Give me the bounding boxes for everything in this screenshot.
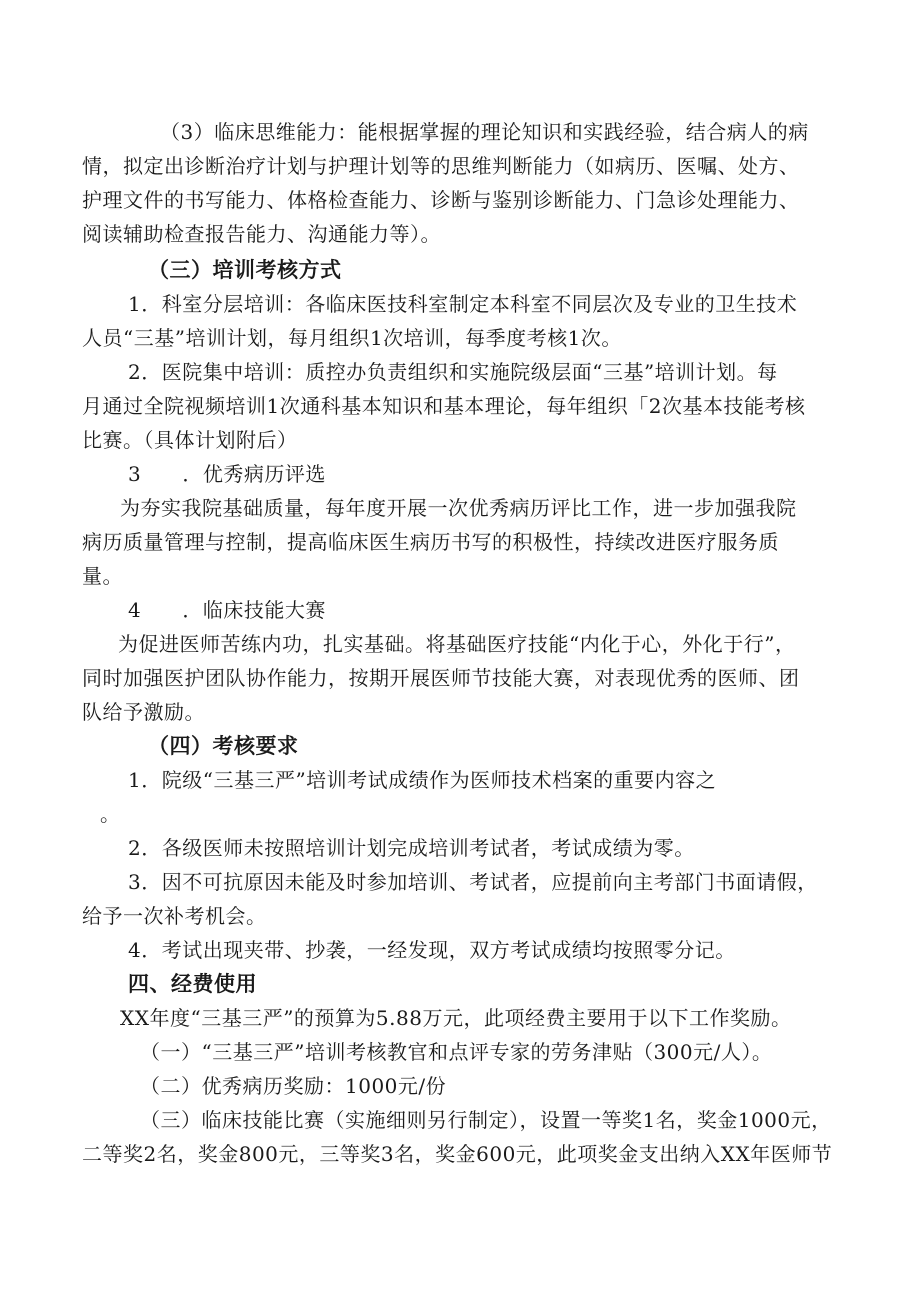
paragraph-line: 为夯实我院基础质量，每年度开展一次优秀病历评比工作，进一步加强我院 <box>120 496 797 520</box>
subheading-line: 4 ．临床技能大赛 <box>128 598 326 622</box>
paragraph-line: （二）优秀病历奖励：1000元/份 <box>140 1074 447 1098</box>
paragraph-line: （三）临床技能比赛（实施细则另行制定），设置一等奖1名，奖金1000元， <box>140 1108 832 1132</box>
paragraph-line: 3．因不可抗原因未能及时参加培训、考试者，应提前向主考部门书面请假， <box>128 870 818 894</box>
paragraph-line: 二等奖2名，奖金800元，三等奖3名，奖金600元，此项奖金支出纳入XX年医师节 <box>82 1142 833 1166</box>
paragraph-line: 情，拟定出诊断治疗计划与护理计划等的思维判断能力（如病历、医嘱、处方、 <box>82 154 800 178</box>
paragraph-line: 量。 <box>82 564 123 588</box>
paragraph-line: 2．医院集中培训：质控办负责组织和实施院级层面“三基”培训计划。每 <box>128 360 778 384</box>
paragraph-line: 月通过全院视频培训1次通科基本知识和基本理论，每年组织「2次基本技能考核 <box>82 394 806 418</box>
paragraph-line: 病历质量管理与控制，提高临床医生病历书写的积极性，持续改进医疗服务质 <box>82 530 779 554</box>
section-heading: （四）考核要求 <box>148 734 299 758</box>
paragraph-line: 。 <box>100 802 121 826</box>
paragraph-line: 为促进医师苦练内功，扎实基础。将基础医疗技能“内化于心，外化于行”， <box>118 632 796 656</box>
subheading-line: 3 ．优秀病历评选 <box>128 462 326 486</box>
paragraph-line: 给予一次补考机会。 <box>82 904 267 928</box>
paragraph-line: （3）临床思维能力：能根据掌握的理论知识和实践经验，结合病人的病 <box>160 120 809 144</box>
paragraph-line: 4．考试出现夹带、抄袭，一经发现，双方考试成绩均按照零分记。 <box>128 938 736 962</box>
chapter-heading: 四、经费使用 <box>128 972 257 996</box>
paragraph-line: 同时加强医护团队协作能力，按期开展医师节技能大赛，对表现优秀的医师、团 <box>82 666 800 690</box>
paragraph-line: 1．院级“三基三严”培训考试成绩作为医师技术档案的重要内容之 <box>128 768 717 792</box>
paragraph-line: XX年度“三基三严”的预算为5.88万元，此项经费主要用于以下工作奖励。 <box>120 1006 792 1030</box>
paragraph-line: （一）“三基三严”培训考核教官和点评专家的劳务津贴（300元/人）。 <box>140 1040 773 1064</box>
paragraph-line: 护理文件的书写能力、体格检查能力、诊断与鉴别诊断能力、门急诊处理能力、 <box>82 188 800 212</box>
paragraph-line: 2．各级医师未按照培训计划完成培训考试者，考试成绩为零。 <box>128 836 695 860</box>
paragraph-line: 阅读辅助检查报告能力、沟通能力等）。 <box>82 222 441 246</box>
paragraph-line: 比赛。（具体计划附后） <box>82 428 298 452</box>
section-heading: （三）培训考核方式 <box>148 258 342 282</box>
paragraph-line: 人员“三基”培训计划，每月组织1次培训，每季度考核1次。 <box>82 326 622 350</box>
paragraph-line: 1．科室分层培训：各临床医技科室制定本科室不同层次及专业的卫生技术 <box>128 292 798 316</box>
paragraph-line: 队给予激励。 <box>82 700 205 724</box>
